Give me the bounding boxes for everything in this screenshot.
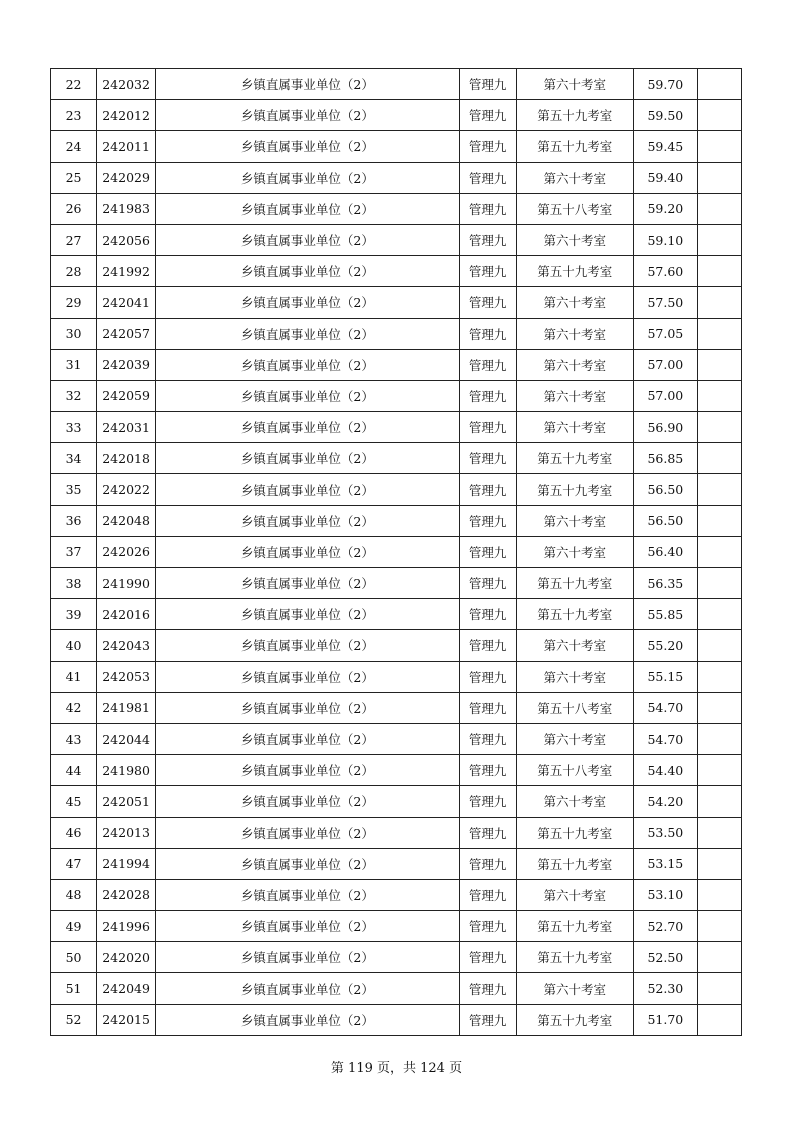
cell-position: 管理九 (459, 879, 516, 910)
table-row (51, 942, 742, 973)
cell-position: 管理九 (459, 412, 516, 443)
cell-seq-no: 32 (51, 380, 97, 411)
cell-remark (697, 817, 741, 848)
cell-exam-room: 第六十考室 (516, 69, 633, 100)
table-row (51, 287, 742, 318)
cell-score: 52.70 (633, 911, 697, 942)
cell-remark (697, 599, 741, 630)
cell-seq-no: 31 (51, 349, 97, 380)
cell-unit: 乡镇直属事业单位（2） (156, 536, 459, 567)
cell-exam-id: 242012 (97, 100, 156, 131)
cell-seq-no: 36 (51, 505, 97, 536)
cell-exam-id: 241996 (97, 911, 156, 942)
cell-exam-room: 第六十考室 (516, 786, 633, 817)
cell-exam-id: 242051 (97, 786, 156, 817)
cell-score: 54.40 (633, 755, 697, 786)
cell-exam-id: 242044 (97, 723, 156, 754)
cell-unit: 乡镇直属事业单位（2） (156, 100, 459, 131)
cell-score: 55.85 (633, 599, 697, 630)
cell-unit: 乡镇直属事业单位（2） (156, 131, 459, 162)
table-row (51, 131, 742, 162)
cell-remark (697, 412, 741, 443)
cell-position: 管理九 (459, 256, 516, 287)
cell-unit: 乡镇直属事业单位（2） (156, 817, 459, 848)
cell-position: 管理九 (459, 349, 516, 380)
cell-position: 管理九 (459, 661, 516, 692)
cell-position: 管理九 (459, 942, 516, 973)
cell-remark (697, 474, 741, 505)
table-row (51, 879, 742, 910)
cell-position: 管理九 (459, 380, 516, 411)
cell-exam-room: 第六十考室 (516, 287, 633, 318)
cell-remark (697, 224, 741, 255)
cell-score: 54.20 (633, 786, 697, 817)
cell-seq-no: 37 (51, 536, 97, 567)
cell-exam-id: 242011 (97, 131, 156, 162)
cell-unit: 乡镇直属事业单位（2） (156, 755, 459, 786)
cell-score: 59.40 (633, 162, 697, 193)
cell-unit: 乡镇直属事业单位（2） (156, 193, 459, 224)
cell-remark (697, 723, 741, 754)
cell-unit: 乡镇直属事业单位（2） (156, 69, 459, 100)
cell-exam-room: 第五十九考室 (516, 131, 633, 162)
cell-exam-room: 第五十八考室 (516, 193, 633, 224)
table-body (51, 69, 742, 1036)
cell-remark (697, 162, 741, 193)
cell-score: 52.30 (633, 973, 697, 1004)
cell-seq-no: 46 (51, 817, 97, 848)
cell-seq-no: 24 (51, 131, 97, 162)
cell-score: 57.00 (633, 349, 697, 380)
cell-seq-no: 22 (51, 69, 97, 100)
cell-score: 54.70 (633, 723, 697, 754)
cell-remark (697, 942, 741, 973)
cell-exam-room: 第五十九考室 (516, 942, 633, 973)
cell-score: 59.10 (633, 224, 697, 255)
cell-position: 管理九 (459, 505, 516, 536)
cell-position: 管理九 (459, 848, 516, 879)
cell-remark (697, 349, 741, 380)
cell-seq-no: 25 (51, 162, 97, 193)
cell-unit: 乡镇直属事业单位（2） (156, 256, 459, 287)
cell-remark (697, 256, 741, 287)
cell-position: 管理九 (459, 630, 516, 661)
cell-remark (697, 630, 741, 661)
cell-unit: 乡镇直属事业单位（2） (156, 349, 459, 380)
cell-exam-id: 242028 (97, 879, 156, 910)
table-row (51, 193, 742, 224)
cell-exam-id: 242043 (97, 630, 156, 661)
cell-score: 53.15 (633, 848, 697, 879)
cell-score: 51.70 (633, 1004, 697, 1035)
cell-score: 52.50 (633, 942, 697, 973)
cell-seq-no: 43 (51, 723, 97, 754)
table-row (51, 100, 742, 131)
cell-remark (697, 505, 741, 536)
cell-remark (697, 692, 741, 723)
cell-exam-room: 第五十八考室 (516, 755, 633, 786)
cell-unit: 乡镇直属事业单位（2） (156, 692, 459, 723)
cell-position: 管理九 (459, 817, 516, 848)
cell-score: 57.00 (633, 380, 697, 411)
cell-exam-room: 第五十九考室 (516, 443, 633, 474)
cell-exam-id: 242057 (97, 318, 156, 349)
cell-position: 管理九 (459, 69, 516, 100)
cell-exam-room: 第六十考室 (516, 224, 633, 255)
cell-exam-room: 第六十考室 (516, 630, 633, 661)
cell-position: 管理九 (459, 193, 516, 224)
cell-unit: 乡镇直属事业单位（2） (156, 879, 459, 910)
cell-position: 管理九 (459, 599, 516, 630)
cell-exam-room: 第六十考室 (516, 380, 633, 411)
table-row (51, 536, 742, 567)
cell-seq-no: 45 (51, 786, 97, 817)
cell-score: 53.50 (633, 817, 697, 848)
cell-score: 56.85 (633, 443, 697, 474)
cell-exam-room: 第五十九考室 (516, 568, 633, 599)
cell-unit: 乡镇直属事业单位（2） (156, 723, 459, 754)
cell-score: 59.20 (633, 193, 697, 224)
cell-seq-no: 26 (51, 193, 97, 224)
table-row (51, 256, 742, 287)
table-row (51, 723, 742, 754)
cell-position: 管理九 (459, 692, 516, 723)
table-row (51, 568, 742, 599)
cell-score: 59.45 (633, 131, 697, 162)
table-row (51, 505, 742, 536)
cell-exam-room: 第六十考室 (516, 879, 633, 910)
cell-seq-no: 40 (51, 630, 97, 661)
cell-unit: 乡镇直属事业单位（2） (156, 599, 459, 630)
cell-exam-room: 第六十考室 (516, 973, 633, 1004)
cell-remark (697, 380, 741, 411)
cell-remark (697, 318, 741, 349)
cell-exam-room: 第六十考室 (516, 505, 633, 536)
cell-unit: 乡镇直属事业单位（2） (156, 942, 459, 973)
cell-exam-id: 242041 (97, 287, 156, 318)
table-row (51, 661, 742, 692)
cell-score: 56.50 (633, 505, 697, 536)
cell-exam-room: 第五十九考室 (516, 474, 633, 505)
cell-exam-id: 242020 (97, 942, 156, 973)
table-row (51, 318, 742, 349)
cell-exam-room: 第五十九考室 (516, 100, 633, 131)
cell-seq-no: 52 (51, 1004, 97, 1035)
cell-score: 57.50 (633, 287, 697, 318)
table-row (51, 848, 742, 879)
cell-exam-id: 242015 (97, 1004, 156, 1035)
cell-seq-no: 29 (51, 287, 97, 318)
cell-exam-id: 242032 (97, 69, 156, 100)
cell-exam-id: 242013 (97, 817, 156, 848)
cell-unit: 乡镇直属事业单位（2） (156, 568, 459, 599)
cell-unit: 乡镇直属事业单位（2） (156, 973, 459, 1004)
cell-exam-room: 第五十九考室 (516, 817, 633, 848)
cell-exam-room: 第六十考室 (516, 349, 633, 380)
table-row (51, 1004, 742, 1035)
table-row (51, 349, 742, 380)
cell-exam-room: 第六十考室 (516, 536, 633, 567)
cell-unit: 乡镇直属事业单位（2） (156, 848, 459, 879)
cell-exam-room: 第五十九考室 (516, 1004, 633, 1035)
cell-exam-id: 241981 (97, 692, 156, 723)
cell-score: 57.60 (633, 256, 697, 287)
cell-unit: 乡镇直属事业单位（2） (156, 380, 459, 411)
cell-unit: 乡镇直属事业单位（2） (156, 474, 459, 505)
cell-seq-no: 27 (51, 224, 97, 255)
cell-remark (697, 443, 741, 474)
cell-score: 59.70 (633, 69, 697, 100)
cell-unit: 乡镇直属事业单位（2） (156, 911, 459, 942)
cell-remark (697, 755, 741, 786)
cell-exam-room: 第五十九考室 (516, 911, 633, 942)
cell-seq-no: 44 (51, 755, 97, 786)
cell-remark (697, 287, 741, 318)
cell-seq-no: 30 (51, 318, 97, 349)
cell-position: 管理九 (459, 568, 516, 599)
cell-position: 管理九 (459, 318, 516, 349)
cell-seq-no: 48 (51, 879, 97, 910)
cell-position: 管理九 (459, 162, 516, 193)
cell-unit: 乡镇直属事业单位（2） (156, 412, 459, 443)
cell-exam-room: 第六十考室 (516, 318, 633, 349)
cell-remark (697, 786, 741, 817)
cell-seq-no: 23 (51, 100, 97, 131)
cell-position: 管理九 (459, 786, 516, 817)
cell-exam-id: 242039 (97, 349, 156, 380)
table-row (51, 69, 742, 100)
cell-remark (697, 661, 741, 692)
cell-seq-no: 49 (51, 911, 97, 942)
cell-exam-id: 242022 (97, 474, 156, 505)
cell-score: 56.35 (633, 568, 697, 599)
cell-score: 56.90 (633, 412, 697, 443)
cell-exam-id: 242031 (97, 412, 156, 443)
cell-exam-room: 第五十八考室 (516, 692, 633, 723)
table-row (51, 443, 742, 474)
cell-exam-id: 242048 (97, 505, 156, 536)
cell-exam-id: 241980 (97, 755, 156, 786)
cell-remark (697, 100, 741, 131)
cell-exam-room: 第五十九考室 (516, 599, 633, 630)
cell-score: 54.70 (633, 692, 697, 723)
cell-exam-room: 第六十考室 (516, 162, 633, 193)
cell-unit: 乡镇直属事业单位（2） (156, 1004, 459, 1035)
cell-exam-room: 第五十九考室 (516, 256, 633, 287)
cell-seq-no: 47 (51, 848, 97, 879)
cell-exam-id: 242059 (97, 380, 156, 411)
cell-seq-no: 41 (51, 661, 97, 692)
cell-unit: 乡镇直属事业单位（2） (156, 661, 459, 692)
cell-position: 管理九 (459, 224, 516, 255)
cell-position: 管理九 (459, 755, 516, 786)
cell-seq-no: 50 (51, 942, 97, 973)
cell-remark (697, 568, 741, 599)
cell-position: 管理九 (459, 131, 516, 162)
cell-exam-id: 241983 (97, 193, 156, 224)
cell-unit: 乡镇直属事业单位（2） (156, 630, 459, 661)
table-row (51, 599, 742, 630)
cell-seq-no: 34 (51, 443, 97, 474)
cell-unit: 乡镇直属事业单位（2） (156, 443, 459, 474)
cell-score: 56.50 (633, 474, 697, 505)
cell-seq-no: 33 (51, 412, 97, 443)
cell-remark (697, 193, 741, 224)
cell-position: 管理九 (459, 911, 516, 942)
cell-exam-id: 242029 (97, 162, 156, 193)
table-row (51, 786, 742, 817)
table-row (51, 630, 742, 661)
cell-remark (697, 911, 741, 942)
cell-seq-no: 38 (51, 568, 97, 599)
cell-position: 管理九 (459, 287, 516, 318)
table-row (51, 817, 742, 848)
cell-seq-no: 39 (51, 599, 97, 630)
cell-remark (697, 131, 741, 162)
cell-exam-id: 241992 (97, 256, 156, 287)
cell-unit: 乡镇直属事业单位（2） (156, 287, 459, 318)
table-row (51, 911, 742, 942)
cell-remark (697, 973, 741, 1004)
table-row (51, 162, 742, 193)
table-row (51, 692, 742, 723)
cell-position: 管理九 (459, 536, 516, 567)
cell-score: 55.15 (633, 661, 697, 692)
cell-unit: 乡镇直属事业单位（2） (156, 162, 459, 193)
cell-exam-id: 242018 (97, 443, 156, 474)
cell-seq-no: 51 (51, 973, 97, 1004)
cell-position: 管理九 (459, 474, 516, 505)
cell-exam-room: 第五十九考室 (516, 848, 633, 879)
results-table (50, 68, 742, 1036)
table-row (51, 224, 742, 255)
cell-position: 管理九 (459, 1004, 516, 1035)
cell-exam-id: 242016 (97, 599, 156, 630)
cell-exam-id: 241994 (97, 848, 156, 879)
cell-score: 56.40 (633, 536, 697, 567)
table-row (51, 474, 742, 505)
cell-exam-room: 第六十考室 (516, 412, 633, 443)
cell-remark (697, 848, 741, 879)
cell-seq-no: 42 (51, 692, 97, 723)
cell-unit: 乡镇直属事业单位（2） (156, 318, 459, 349)
cell-score: 53.10 (633, 879, 697, 910)
table-row (51, 755, 742, 786)
cell-exam-id: 241990 (97, 568, 156, 599)
cell-score: 59.50 (633, 100, 697, 131)
page-footer: 第 119 页，共 124 页 (330, 1061, 463, 1076)
cell-exam-room: 第六十考室 (516, 723, 633, 754)
cell-exam-id: 242056 (97, 224, 156, 255)
cell-remark (697, 69, 741, 100)
cell-exam-id: 242049 (97, 973, 156, 1004)
cell-unit: 乡镇直属事业单位（2） (156, 786, 459, 817)
cell-score: 57.05 (633, 318, 697, 349)
cell-seq-no: 35 (51, 474, 97, 505)
cell-seq-no: 28 (51, 256, 97, 287)
cell-exam-id: 242053 (97, 661, 156, 692)
cell-remark (697, 536, 741, 567)
cell-position: 管理九 (459, 973, 516, 1004)
cell-unit: 乡镇直属事业单位（2） (156, 505, 459, 536)
cell-unit: 乡镇直属事业单位（2） (156, 224, 459, 255)
cell-score: 55.20 (633, 630, 697, 661)
table-row (51, 380, 742, 411)
cell-position: 管理九 (459, 723, 516, 754)
cell-position: 管理九 (459, 443, 516, 474)
cell-exam-id: 242026 (97, 536, 156, 567)
cell-position: 管理九 (459, 100, 516, 131)
table-row (51, 973, 742, 1004)
cell-exam-room: 第六十考室 (516, 661, 633, 692)
table-row (51, 412, 742, 443)
cell-remark (697, 879, 741, 910)
cell-remark (697, 1004, 741, 1035)
